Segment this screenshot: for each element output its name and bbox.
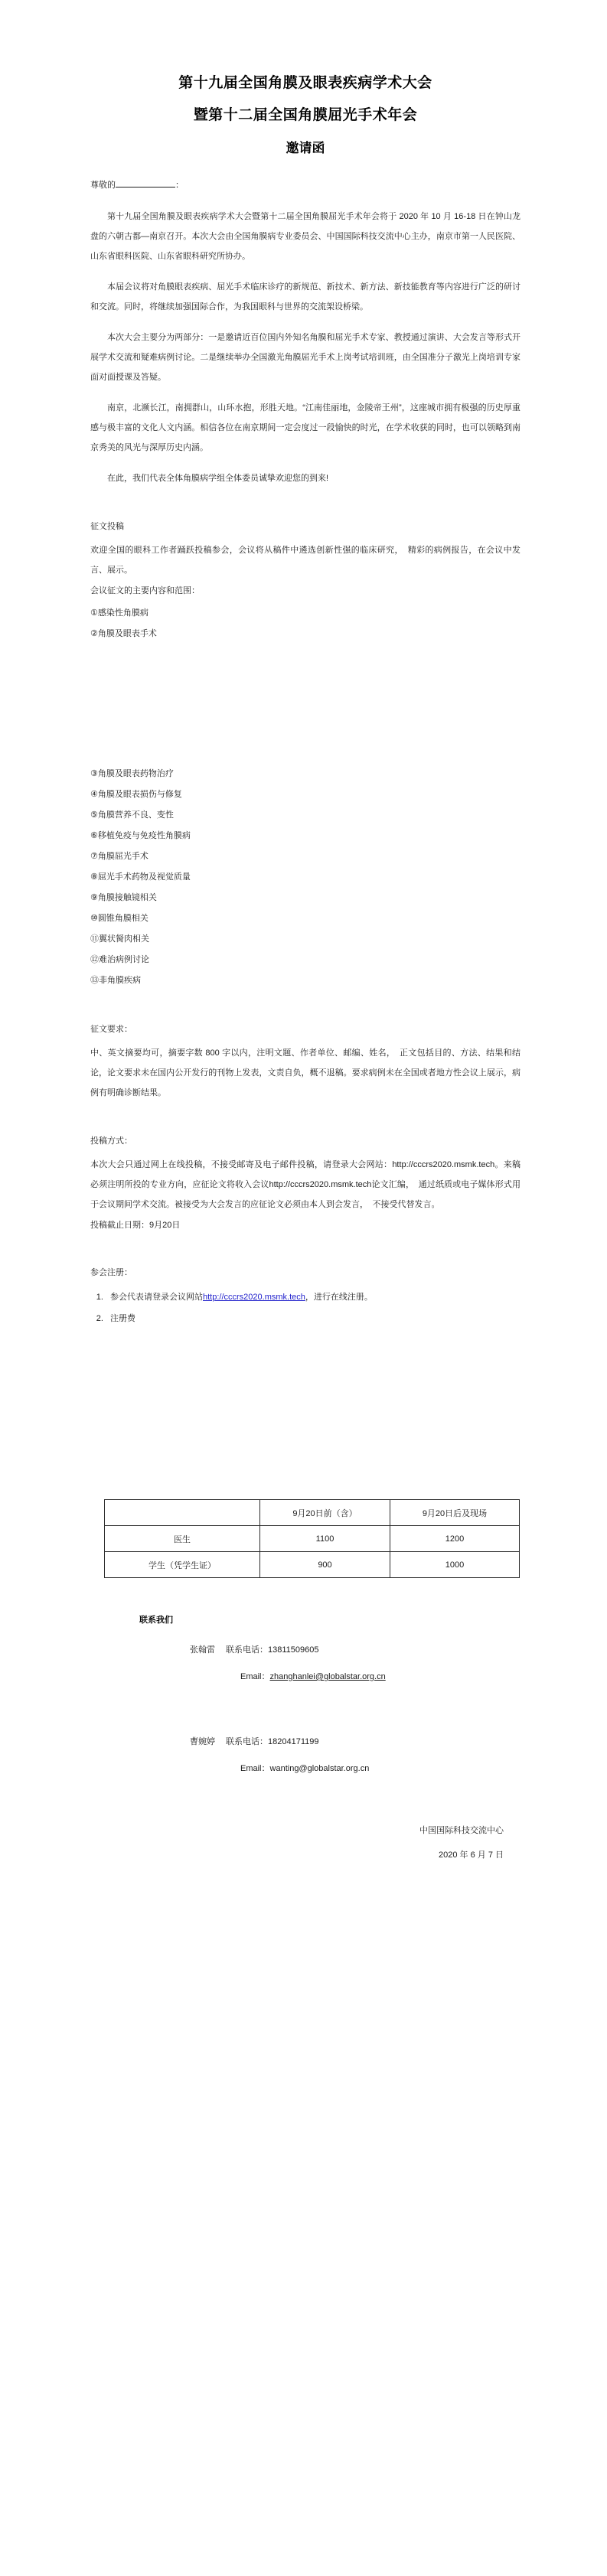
topic-list-item: ⑩圆锥角膜相关 [90, 914, 148, 923]
table-cell-late-fee: 1200 [390, 1526, 520, 1552]
submission-deadline: 投稿截止日期：9月20日 [90, 1221, 181, 1230]
call-for-papers-heading: 征文投稿 [90, 522, 124, 531]
body-paragraph: 南京，北濒长江，南拥群山，山环水抱，形胜天地。“江南佳丽地，金陵帝王州”，这座城市拥有极强的历史厚重感与极丰富的文化人文内涵。相信各位在南京期间一定会度过一段愉快的时光，在学术收获的同时，也可以领略到南京秀美的风光与深厚历史内涵。 [90, 403, 521, 452]
submission-section [90, 1132, 521, 1234]
salutation-prefix: 尊敬的 [90, 181, 116, 190]
submission-text-part-2: 。来稿必须注明所投的专业方向，应征论文将收入会议 [90, 1160, 521, 1189]
submission-heading: 投稿方式： [90, 1136, 132, 1146]
title-block [90, 70, 521, 161]
submission-body [90, 1155, 521, 1215]
table-header-row [105, 1500, 520, 1526]
registration-list [90, 1286, 521, 1329]
body-paragraph: 本届会议将对角膜眼表疾病、屈光手术临床诊疗的新规范、新技术、新方法、新技能教育等内容进行广泛的研讨和交流。同时，将继续加强国际合作，为我国眼科与世界的交流架设桥梁。 [90, 282, 521, 311]
call-for-papers-section [90, 517, 521, 991]
table-cell-late-fee: 1000 [390, 1552, 520, 1578]
topic-list-item: ⑦角膜屈光手术 [90, 852, 148, 861]
contact-email-2 [240, 1759, 521, 1778]
call-for-papers-scope-label: 会议征文的主要内容和范围： [90, 586, 200, 595]
requirements-heading: 征文要求： [90, 1025, 132, 1034]
document-subtitle: 邀请函 [286, 141, 325, 155]
topic-list-item: ⑥移植免疫与免疫性角膜病 [90, 831, 191, 840]
table-header-cell-early: 9月20日前（含） [260, 1500, 390, 1526]
topic-list-item: ①感染性角膜病 [90, 608, 148, 618]
topic-list-item: ⑬非角膜疾病 [90, 976, 141, 985]
contact-phone-label: 联系电话： [226, 1737, 268, 1746]
body-paragraph: 本次大会主要分为两部分：一是邀请近百位国内外知名角膜和屈光手术专家、教授通过演讲、大会发言等形式开展学术交流和疑难病例讨论。二是继续举办全国激光角膜屈光手术上岗考试培训班，由全国准分子激光上岗培训专家面对面授课及答疑。 [90, 333, 521, 382]
contact-heading: 联系我们 [139, 1616, 173, 1625]
table-row [105, 1526, 520, 1552]
contact-person-1 [190, 1641, 521, 1659]
contact-email-label: Email： [240, 1672, 270, 1681]
call-for-papers-intro: 欢迎全国的眼科工作者踊跃投稿参会，会议将从稿件中遴选创新性强的临床研究， 精彩的病例报告，在会议中发言、展示。 [90, 546, 521, 575]
contact-phone-label: 联系电话： [226, 1645, 268, 1655]
contact-person-2 [190, 1733, 521, 1751]
table-cell-category: 学生（凭学生证） [105, 1552, 260, 1578]
salutation-suffix: ： [175, 181, 184, 190]
topic-list-item: ⑪翼状胬肉相关 [90, 934, 149, 944]
contact-section [90, 1612, 521, 1778]
topic-list-item: ③角膜及眼表药物治疗 [90, 769, 174, 778]
topic-list-item: ⑧屈光手术药物及视觉质量 [90, 872, 191, 882]
topic-list-part-2 [90, 764, 521, 991]
registration-list-item-2: 2. 注册费 [106, 1308, 521, 1329]
page-break-gap [90, 644, 521, 761]
body-paragraph: 在此，我们代表全体角膜病学组全体委员诚挚欢迎您的到来! [107, 474, 329, 483]
requirements-body: 中、英文摘要均可，摘要字数 800 字以内，注明文题、作者单位、邮编、姓名， 正文包括目的、方法、结果和结论，论文要求未在国内公开发行的刊物上发表，文责自负，概不退稿。要求病例未在全国或者地方性会议上展示，病例有明确诊断结果。 [90, 1048, 521, 1097]
layout-gap [90, 1694, 521, 1720]
topic-list-item: ⑤角膜营养不良、变性 [90, 810, 174, 820]
submission-text-part-3: 论文汇编， 通过纸质或电子媒体形式用于会议期间学术交流。被接受为大会发言的应征论文必须由本人到会发言， 不接受代替发言。 [90, 1180, 521, 1209]
signature-organization: 中国国际科技交流中心 [419, 1826, 504, 1835]
salutation [90, 178, 521, 193]
registration-item-1-suffix: ，进行在线注册。 [305, 1293, 373, 1302]
registration-website-link[interactable]: http://cccrs2020.msmk.tech [203, 1293, 305, 1302]
contact-email-value[interactable]: wanting@globalstar.org.cn [269, 1764, 370, 1773]
topic-list-item: ②角膜及眼表手术 [90, 629, 157, 638]
contact-name: 曹婉婷 [190, 1737, 215, 1746]
submission-url-2[interactable]: http://cccrs2020.msmk.tech [269, 1180, 372, 1189]
topic-list-part-1 [90, 603, 521, 644]
table-header-cell-category [105, 1500, 260, 1526]
page-trailing-space [90, 1865, 521, 2294]
signature-block [90, 1821, 521, 1865]
registration-item-1-prefix: 参会代表请登录会议网站 [110, 1293, 203, 1302]
registration-section [90, 1264, 521, 1329]
table-header-cell-late: 9月20日后及现场 [390, 1500, 520, 1526]
conference-title-line-1: 第十九届全国角膜及眼表疾病学术大会 [178, 75, 432, 91]
submission-text-part-1: 本次大会只通过网上在线投稿，不接受邮寄及电子邮件投稿，请登录大会网站： [90, 1160, 393, 1169]
contact-email-1 [240, 1668, 521, 1686]
signature-date: 2020 年 6 月 7 日 [439, 1850, 504, 1860]
contact-name: 张翰雷 [190, 1645, 215, 1655]
conference-title-line-2: 暨第十二届全国角膜屈光手术年会 [193, 107, 418, 123]
table-cell-early-fee: 900 [260, 1552, 390, 1578]
topic-list-item: ④角膜及眼表损伤与修复 [90, 790, 182, 799]
submission-url-1[interactable]: http://cccrs2020.msmk.tech [392, 1160, 495, 1169]
registration-heading: 参会注册： [90, 1268, 132, 1277]
contact-phone-value: 18204171199 [268, 1737, 319, 1746]
layout-gap [90, 1329, 521, 1482]
salutation-blank-field[interactable] [116, 178, 175, 187]
table-cell-category: 医生 [105, 1526, 260, 1552]
topic-list-item: ⑨角膜接触镜相关 [90, 893, 157, 902]
contact-email-label: Email： [240, 1764, 270, 1773]
registration-fee-table [104, 1499, 520, 1578]
fee-table-container [90, 1499, 521, 1578]
table-row [105, 1552, 520, 1578]
contact-phone-value: 13811509605 [268, 1645, 319, 1655]
registration-list-item-1 [106, 1286, 521, 1308]
topic-list-item: ⑫难治病例讨论 [90, 955, 149, 964]
body-paragraph: 第十九届全国角膜及眼表疾病学术大会暨第十二届全国角膜屈光手术年会将于 2020 年 10 月 16-18 日在钟山龙盘的六朝古都—南京召开。本次大会由全国角膜病专业委员会、中国国际科技交流中心主办，南京市第一人民医院、山东省眼科医院、山东省眼科研究所协办。 [90, 212, 521, 261]
contact-email-value[interactable]: zhanghanlei@globalstar.org.cn [269, 1672, 386, 1681]
table-cell-early-fee: 1100 [260, 1526, 390, 1552]
requirements-section [90, 1020, 521, 1103]
